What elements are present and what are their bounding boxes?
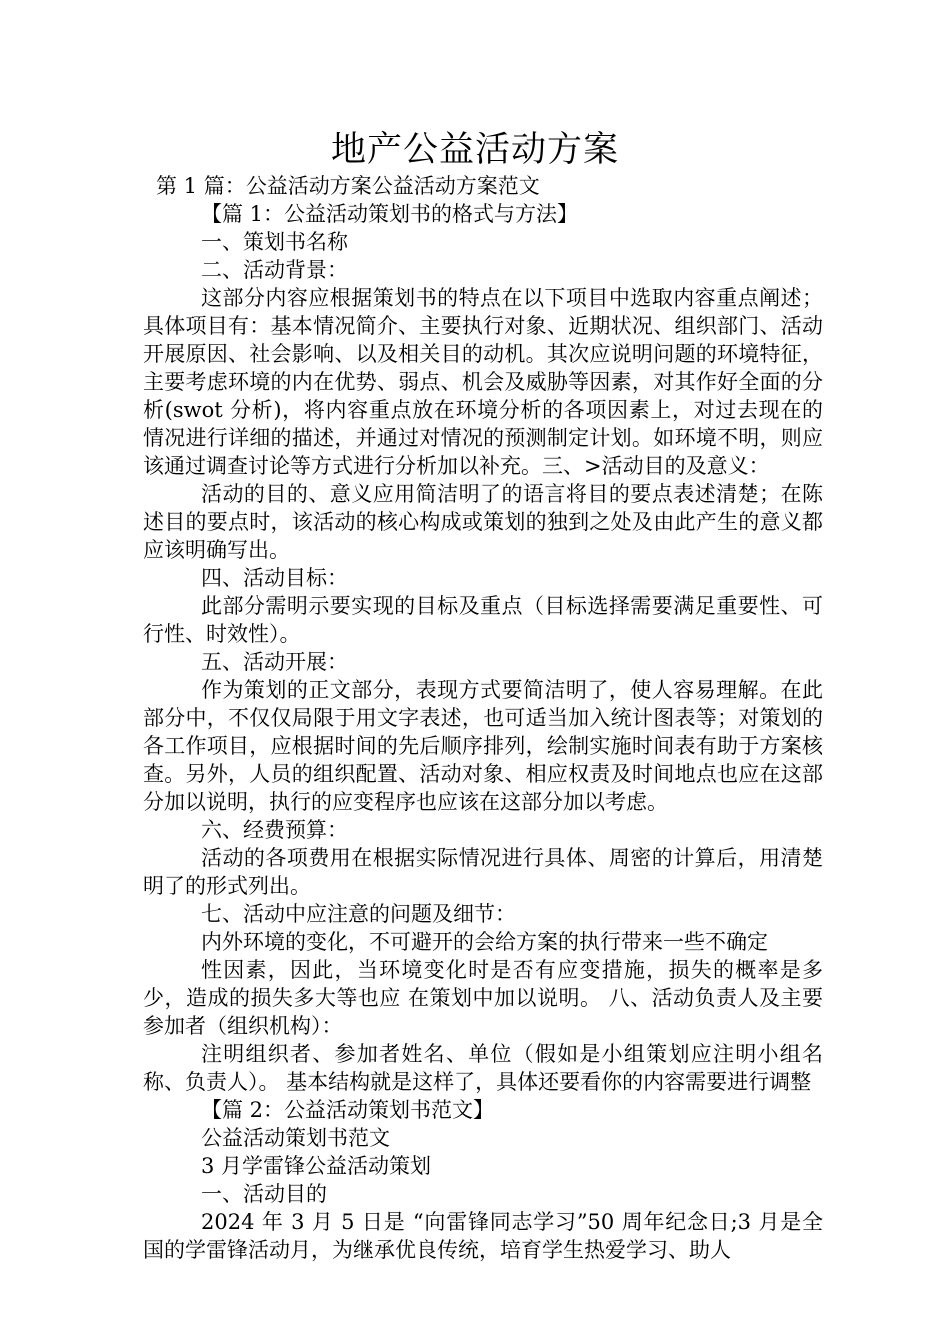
item-heading-notes: 七、活动中应注意的问题及细节： [201, 902, 516, 926]
paragraph-organizers: 注明组织者、参加者姓名、单位（假如是小组策划应注明小组名称、负责人）。 基本结构就是这样了，具体还要看你的内容需要进行调整 [143, 1042, 823, 1094]
paragraph-event-purpose: 2024 年 3 月 5 日是 “向雷锋同志学习”50 周年纪念日;3 月是全国的学雷锋活动月，为继承优良传统，培育学生热爱学习、助人 [143, 1210, 823, 1262]
paragraph-purpose: 活动的目的、意义应用简洁明了的语言将目的要点表述清楚；在陈述目的要点时，该活动的核心构成或策划的独到之处及由此产生的意义都应该明确写出。 [143, 482, 823, 562]
paragraph-event-title: 3 月学雷锋公益活动策划 [201, 1154, 432, 1178]
item-heading-goal: 四、活动目标： [201, 566, 348, 590]
section-heading-1: 【篇 1：公益活动策划书的格式与方法】 [201, 202, 579, 226]
paragraph-sample-title: 公益活动策划书范文 [201, 1126, 390, 1150]
paragraph-budget: 活动的各项费用在根据实际情况进行具体、周密的计算后，用清楚明了的形式列出。 [143, 846, 823, 898]
paragraph-background: 这部分内容应根据策划书的特点在以下项目中选取内容重点阐述；具体项目有：基本情况简介、主要执行对象、近期状况、组织部门、活动开展原因、社会影响、以及相关目的动机。其次应说明问题的环境特征，主要考虑环境的内在优势、弱点、机会及威胁等因素，对其作好全面的分析(swot 分析)，将内容重点放在环境分析的各项因素上，对过去现在的情况进行详细的描述，并通过对情况的预测制定计划。如环境不明，则应该通过调查讨论等方式进行分析加以补充。三、>活动目的及意义： [143, 286, 823, 478]
item-heading-event-purpose: 一、活动目的 [201, 1182, 327, 1206]
item-heading-budget: 六、经费预算： [201, 818, 348, 842]
document-title: 地产公益活动方案 [330, 130, 619, 170]
document-body [143, 172, 823, 1264]
item-heading-execution: 五、活动开展： [201, 650, 348, 674]
paragraph-execution: 作为策划的正文部分，表现方式要简洁明了，使人容易理解。在此部分中，不仅仅局限于用文字表述，也可适当加入统计图表等；对策划的各工作项目，应根据时间的先后顺序排列，绘制实施时间表有助于方案核查。另外，人员的组织配置、活动对象、相应权责及时间地点也应在这部分加以说明，执行的应变程序也应该在这部分加以考虑。 [143, 678, 823, 814]
item-heading-name: 一、策划书名称 [201, 230, 348, 254]
paragraph-goal: 此部分需明示要实现的目标及重点（目标选择需要满足重要性、可行性、时效性）。 [143, 594, 823, 646]
paragraph-notes: 性因素，因此，当环境变化时是否有应变措施，损失的概率是多少，造成的损失多大等也应 在策划中加以说明。 八、活动负责人及主要参加者（组织机构）： [143, 958, 823, 1038]
paragraph-notes-line: 内外环境的变化，不可避开的会给方案的执行带来一些不确定 [201, 930, 768, 954]
item-heading-background: 二、活动背景： [201, 258, 348, 282]
section-heading-2: 【篇 2：公益活动策划书范文】 [201, 1098, 495, 1122]
chapter-heading: 第 1 篇：公益活动方案公益活动方案范文 [156, 174, 540, 198]
